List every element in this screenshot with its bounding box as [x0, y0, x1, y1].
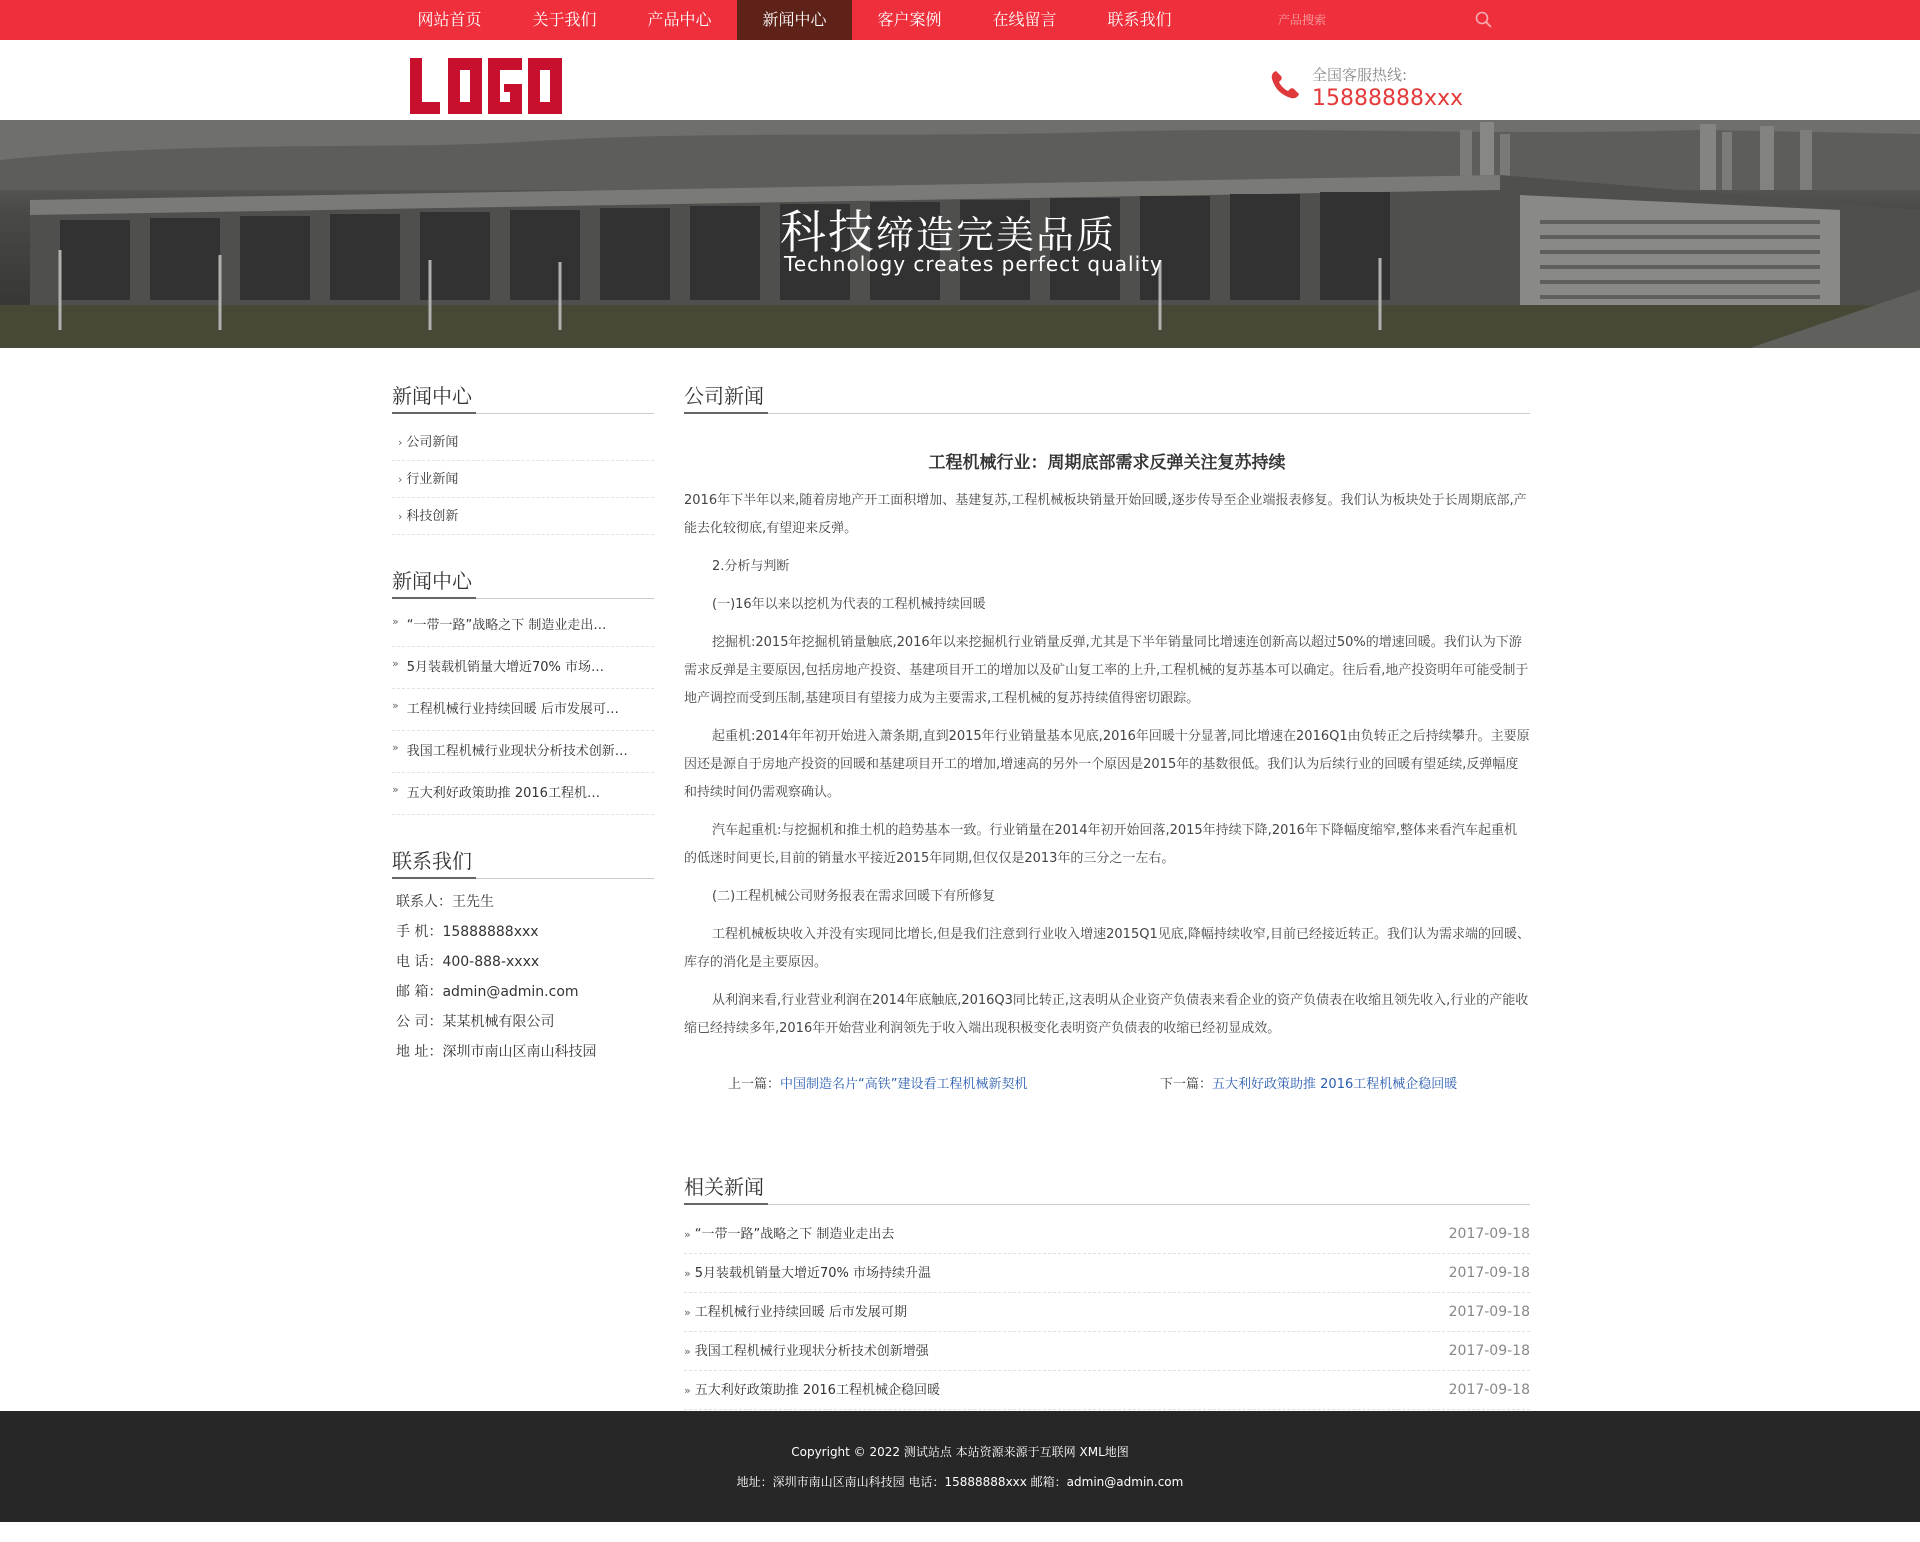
- double-chevron-icon: »: [392, 657, 399, 670]
- main-nav: [392, 0, 1197, 40]
- category-label: 科技创新: [406, 509, 459, 524]
- news-date: 2017-09-18: [1448, 1343, 1530, 1359]
- next-label: 下一篇：: [1160, 1077, 1213, 1092]
- article-paragraph: 起重机:2014年年初开始进入萧条期,直到2015年行业销量基本见底,2016年回暖十分显著,同比增速在2016Q1由负转正之后持续攀升。主要原因还是源自于房地产投资的回暖和基建项目开工的增加,增速高的另外一个原因是2015年的基数很低。我们认为后续行业的回暖有望延续,反弹幅度和持续时间仍需观察确认。: [684, 729, 1530, 800]
- nav-item-contact[interactable]: 联系我们: [1107, 10, 1172, 29]
- article-heading: (二)工程机械公司财务报表在需求回暖下有所修复: [712, 889, 996, 904]
- search-box: [1272, 8, 1494, 32]
- category-list: [392, 424, 654, 535]
- chevron-right-icon: ›: [398, 473, 403, 486]
- sidebar-news-list: [392, 605, 654, 815]
- hotline: [1268, 64, 1568, 116]
- double-chevron-icon: »: [684, 1228, 691, 1241]
- next-article-link[interactable]: 五大利好政策助推 2016工程机械企稳回暖: [1212, 1077, 1458, 1092]
- footer-copyright: Copyright © 2022 测试站点 本站资源来源于互联网: [791, 1445, 1076, 1459]
- site-header: [0, 40, 1920, 120]
- list-item[interactable]: [392, 731, 654, 773]
- nav-item-products[interactable]: 产品中心: [647, 10, 712, 29]
- nav-item-cases[interactable]: 客户案例: [877, 10, 942, 29]
- related-news-list: [684, 1215, 1530, 1410]
- contact-person: 联系人：王先生: [396, 894, 494, 910]
- category-item[interactable]: [392, 461, 654, 498]
- news-date: 2017-09-18: [1448, 1382, 1530, 1398]
- article-paragraph: 汽车起重机:与挖掘机和推土机的趋势基本一致。行业销量在2014年初开始回落,2015年持续下降,2016年下降幅度缩窄,整体来看汽车起重机的低迷时间更长,目前的销量水平接近2015年同期,但仅仅是2013年的三分之一左右。: [684, 823, 1518, 866]
- article-paragraph: 2016年下半年以来,随着房地产开工面积增加、基建复苏,工程机械板块销量开始回暖,逐步传导至企业端报表修复。我们认为板块处于长周期底部,产能去化较彻底,有望迎来反弹。: [684, 493, 1527, 536]
- related-news-link: 工程机械行业持续回暖 后市发展可期: [694, 1305, 907, 1320]
- category-item[interactable]: [392, 498, 654, 535]
- news-date: 2017-09-18: [1448, 1265, 1530, 1281]
- section-title: 公司新闻: [684, 380, 1530, 414]
- table-row[interactable]: [684, 1332, 1530, 1371]
- footer-sitemap-link[interactable]: XML地图: [1079, 1445, 1129, 1459]
- double-chevron-icon: »: [392, 699, 399, 712]
- news-link: 工程机械行业持续回暖 后市发展可…: [406, 702, 619, 717]
- list-item[interactable]: [392, 689, 654, 731]
- sidebar-news-title: 新闻中心: [392, 565, 654, 599]
- related-news-title: 相关新闻: [684, 1171, 1530, 1205]
- footer-address-line: 地址：深圳市南山区南山科技园 电话：15888888xxx 邮箱：admin@admin.com: [736, 1475, 1184, 1489]
- article-title: 工程机械行业：周期底部需求反弹关注复苏持续: [928, 453, 1286, 473]
- double-chevron-icon: »: [392, 741, 399, 754]
- article-paragraph: 挖掘机:2015年挖掘机销量触底,2016年以来挖掘机行业销量反弹,尤其是下半年销量同比增速连创新高以超过50%的增速回暖。我们认为下游需求反弹是主要原因,包括房地产投资、基建项目开工的增加以及矿山复工率的上升,工程机械的复苏基本可以确定。往后看,地产投资明年可能受制于地产调控而受到压制,基建项目有望接力成为主要需求,工程机械的复苏持续值得密切跟踪。: [684, 635, 1529, 706]
- news-link: “一带一路”战略之下 制造业走出…: [406, 618, 607, 633]
- double-chevron-icon: »: [684, 1384, 691, 1397]
- related-news-link: 5月装载机销量大增近70% 市场持续升温: [694, 1266, 932, 1281]
- related-news-section: [684, 1171, 1530, 1410]
- phone-icon: [1268, 68, 1302, 106]
- news-link: 5月装载机销量大增近70% 市场…: [406, 660, 605, 675]
- list-item[interactable]: [392, 647, 654, 689]
- sidebar-contact-section: [392, 845, 654, 1067]
- table-row[interactable]: [684, 1293, 1530, 1332]
- contact-mobile: 手 机：15888888xxx: [396, 924, 539, 940]
- top-nav-bar: [0, 0, 1920, 40]
- prev-article: [728, 1073, 1028, 1092]
- sidebar-contact-title: 联系我们: [392, 845, 654, 879]
- prev-label: 上一篇：: [728, 1077, 781, 1092]
- chevron-right-icon: ›: [398, 436, 403, 449]
- double-chevron-icon: »: [684, 1267, 691, 1280]
- nav-item-message[interactable]: 在线留言: [992, 10, 1057, 29]
- news-link: 我国工程机械行业现状分析技术创新…: [406, 744, 628, 759]
- footer-copyright-line: [0, 1443, 1920, 1460]
- site-logo[interactable]: [408, 56, 564, 120]
- category-item[interactable]: [392, 424, 654, 461]
- nav-item-news[interactable]: 新闻中心: [737, 0, 852, 40]
- article-heading: 2.分析与判断: [712, 559, 790, 574]
- banner-title-rest: 缔造完美品质: [876, 213, 1117, 257]
- article-paragraph: 工程机械板块收入并没有实现同比增长,但是我们注意到行业收入增速2015Q1见底,降幅持续收窄,目前已经接近转正。我们认为需求端的回暖、库存的消化是主要原因。: [684, 927, 1530, 970]
- hero-banner: [0, 120, 1920, 348]
- news-link: 五大利好政策助推 2016工程机…: [406, 786, 600, 801]
- nav-item-home[interactable]: 网站首页: [417, 10, 482, 29]
- contact-email: 邮 箱：admin@admin.com: [396, 984, 579, 1000]
- table-row[interactable]: [684, 1254, 1530, 1293]
- top-nav-inner: [392, 0, 1532, 40]
- hotline-number: 15888888xxx: [1312, 86, 1464, 111]
- next-article: [1160, 1073, 1457, 1092]
- banner-subtitle: Technology creates perfect quality: [784, 252, 1163, 276]
- list-item[interactable]: [392, 605, 654, 647]
- table-row[interactable]: [684, 1371, 1530, 1410]
- site-footer: [0, 1411, 1920, 1522]
- prev-next-nav: [684, 1073, 1530, 1101]
- related-news-link: “一带一路”战略之下 制造业走出去: [694, 1227, 895, 1242]
- main-content: [684, 380, 1530, 1410]
- contact-list: [392, 887, 654, 1067]
- list-item[interactable]: [392, 773, 654, 815]
- logo-graphic: [408, 56, 564, 116]
- table-row[interactable]: [684, 1215, 1530, 1254]
- category-label: 公司新闻: [406, 435, 459, 450]
- double-chevron-icon: »: [684, 1345, 691, 1358]
- sidebar: [392, 380, 654, 1067]
- news-date: 2017-09-18: [1448, 1226, 1530, 1242]
- news-date: 2017-09-18: [1448, 1304, 1530, 1320]
- article-body: [684, 487, 1530, 1043]
- contact-phone: 电 话：400-888-xxxx: [396, 954, 540, 970]
- banner-title-big: 科技: [780, 205, 876, 259]
- nav-item-about[interactable]: 关于我们: [532, 10, 597, 29]
- search-icon[interactable]: [1474, 10, 1494, 30]
- double-chevron-icon: »: [684, 1306, 691, 1319]
- related-news-link: 我国工程机械行业现状分析技术创新增强: [694, 1344, 929, 1359]
- contact-address: 地 址：深圳市南山区南山科技园: [396, 1044, 597, 1060]
- sidebar-categories-title: 新闻中心: [392, 380, 654, 414]
- prev-article-link[interactable]: 中国制造名片“高铁”建设看工程机械新契机: [780, 1077, 1028, 1092]
- related-news-link: 五大利好政策助推 2016工程机械企稳回暖: [694, 1383, 940, 1398]
- hotline-label: 全国客服热线:: [1312, 66, 1408, 84]
- contact-company: 公 司：某某机械有限公司: [396, 1014, 555, 1030]
- article-heading: (一)16年以来以挖机为代表的工程机械持续回暖: [712, 597, 986, 612]
- double-chevron-icon: »: [392, 783, 399, 796]
- double-chevron-icon: »: [392, 615, 399, 628]
- chevron-right-icon: ›: [398, 510, 403, 523]
- category-label: 行业新闻: [406, 472, 459, 487]
- search-input[interactable]: [1272, 8, 1462, 32]
- sidebar-news-section: [392, 565, 654, 815]
- article-paragraph: 从利润来看,行业营业利润在2014年底触底,2016Q3同比转正,这表明从企业资产负债表来看企业的资产负债表在收缩且领先收入,行业的产能收缩已经持续多年,2016年开始营业利润领先于收入端出现积极变化表明资产负债表的收缩已经初显成效。: [684, 993, 1529, 1036]
